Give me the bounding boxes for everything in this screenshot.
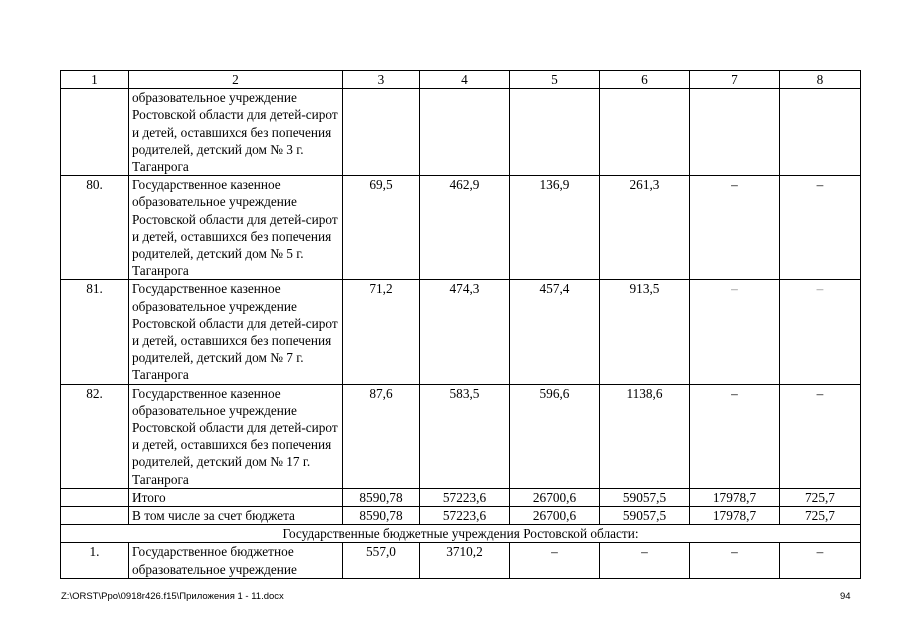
value-cell: – <box>780 543 861 578</box>
value-cell: 8590,78 <box>343 507 420 525</box>
table-row <box>61 280 861 384</box>
value-cell: 59057,5 <box>600 507 690 525</box>
row-number: 1. <box>61 543 129 578</box>
column-number: 2 <box>129 71 343 89</box>
value-cell: 457,4 <box>510 280 600 384</box>
institution-name: Государственное казенное образовательное учреждение Ростовской области для детей-сирот и детей, оставшихся без попечения родителей, детский дом № 5 г. Таганрога <box>129 176 343 280</box>
value-cell: 725,7 <box>780 488 861 506</box>
institution-name: Государственное казенное образовательное учреждение Ростовской области для детей-сирот и детей, оставшихся без попечения родителей, детский дом № 7 г. Таганрога <box>129 280 343 384</box>
column-numbers-row <box>61 71 861 89</box>
value-cell: 462,9 <box>420 176 510 280</box>
value-cell: 26700,6 <box>510 488 600 506</box>
value-cell: 725,7 <box>780 507 861 525</box>
value-cell: 17978,7 <box>690 507 780 525</box>
value-cell: 1138,6 <box>600 384 690 488</box>
value-cell: 3710,2 <box>420 543 510 578</box>
value-cell: 136,9 <box>510 176 600 280</box>
value-cell: 57223,6 <box>420 488 510 506</box>
table-row <box>61 89 861 176</box>
value-cell: – <box>780 280 861 384</box>
table-row <box>61 176 861 280</box>
value-cell: 71,2 <box>343 280 420 384</box>
value-cell <box>780 89 861 176</box>
value-cell: 596,6 <box>510 384 600 488</box>
row-number: 81. <box>61 280 129 384</box>
table-row <box>61 543 861 578</box>
row-number <box>61 507 129 525</box>
page-number: 94 <box>840 591 851 602</box>
value-cell: – <box>690 543 780 578</box>
file-path-footer: Z:\ORST\Ppo\0918r426.f15\Приложения 1 - 11.docx <box>61 591 284 602</box>
value-cell: 59057,5 <box>600 488 690 506</box>
value-cell <box>600 89 690 176</box>
column-number: 4 <box>420 71 510 89</box>
budget-row <box>61 507 861 525</box>
row-number <box>61 488 129 506</box>
column-number: 3 <box>343 71 420 89</box>
budget-table <box>60 70 861 579</box>
value-cell: 57223,6 <box>420 507 510 525</box>
value-cell: – <box>690 280 780 384</box>
column-number: 7 <box>690 71 780 89</box>
value-cell <box>343 89 420 176</box>
column-number: 1 <box>61 71 129 89</box>
row-number: 82. <box>61 384 129 488</box>
value-cell: 26700,6 <box>510 507 600 525</box>
institution-name: образовательное учреждение Ростовской области для детей-сирот и детей, оставшихся без попечения родителей, детский дом № 3 г. Таганрога <box>129 89 343 176</box>
value-cell: 474,3 <box>420 280 510 384</box>
value-cell: 8590,78 <box>343 488 420 506</box>
value-cell: 261,3 <box>600 176 690 280</box>
value-cell: 69,5 <box>343 176 420 280</box>
column-number: 8 <box>780 71 861 89</box>
column-number: 5 <box>510 71 600 89</box>
value-cell: – <box>780 176 861 280</box>
column-number: 6 <box>600 71 690 89</box>
section-row <box>61 525 861 543</box>
value-cell: – <box>510 543 600 578</box>
value-cell: – <box>690 384 780 488</box>
budget-label: В том числе за счет бюджета <box>129 507 343 525</box>
institution-name: Государственное казенное образовательное учреждение Ростовской области для детей-сирот и детей, оставшихся без попечения родителей, детский дом № 17 г. Таганрога <box>129 384 343 488</box>
value-cell: – <box>600 543 690 578</box>
total-label: Итого <box>129 488 343 506</box>
value-cell: – <box>780 384 861 488</box>
section-title: Государственные бюджетные учреждения Ростовской области: <box>61 525 861 543</box>
value-cell <box>420 89 510 176</box>
value-cell: 913,5 <box>600 280 690 384</box>
row-number <box>61 89 129 176</box>
value-cell: 583,5 <box>420 384 510 488</box>
value-cell <box>690 89 780 176</box>
table-row <box>61 384 861 488</box>
value-cell <box>510 89 600 176</box>
value-cell: 557,0 <box>343 543 420 578</box>
row-number: 80. <box>61 176 129 280</box>
institution-name: Государственное бюджетное образовательное учреждение <box>129 543 343 578</box>
value-cell: 87,6 <box>343 384 420 488</box>
total-row <box>61 488 861 506</box>
value-cell: 17978,7 <box>690 488 780 506</box>
value-cell: – <box>690 176 780 280</box>
